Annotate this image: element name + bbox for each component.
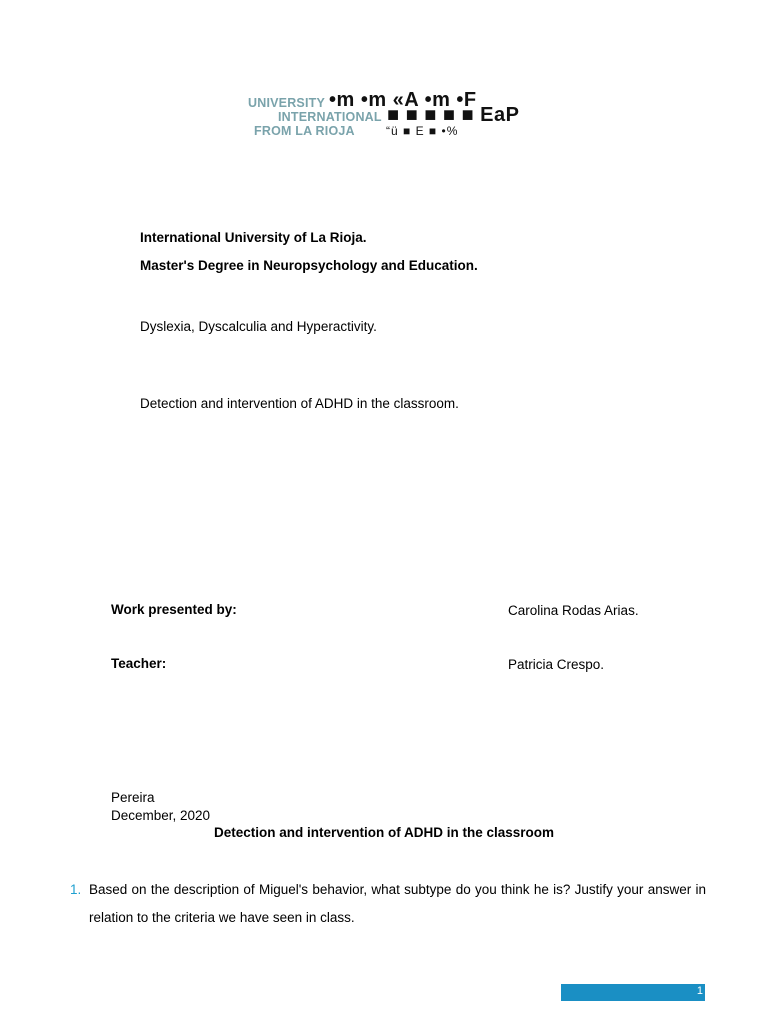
logo-glyphs-top: •m •m «A •m •F — [329, 89, 477, 111]
cover-university: International University of La Rioja. — [140, 230, 367, 245]
cover-date: December, 2020 — [111, 808, 211, 823]
cover-title: Detection and intervention of ADHD in the classroom. — [140, 396, 459, 411]
logo-text-from-la-rioja: FROM LA RIOJA — [254, 124, 355, 138]
logo-text-university: UNIVERSITY — [248, 96, 326, 110]
cover-subject: Dyslexia, Dyscalculia and Hyperactivity. — [140, 319, 377, 334]
section-heading — [0, 825, 768, 840]
teacher-value: Patricia Crespo. — [508, 657, 605, 672]
work-presented-label: Work presented by: — [111, 602, 237, 617]
logo-text-international: INTERNATIONAL — [278, 110, 382, 124]
question-text: Based on the description of Miguel's behavior, what subtype do you think he is? Justify your answer in relation to the criteria we have seen in class. — [89, 882, 706, 925]
page-number: 1 — [696, 985, 703, 997]
teacher-label: Teacher: — [111, 656, 167, 671]
work-presented-value: Carolina Rodas Arias. — [508, 603, 639, 618]
section-heading-text: Detection and intervention of ADHD in the classroom — [213, 825, 555, 840]
question-number: 1. — [70, 882, 82, 897]
page-number-bar — [561, 984, 705, 1001]
logo-glyphs-middle: ■ ■ ■ ■ ■ EaP — [387, 104, 520, 126]
logo-glyphs-bottom: “ü ■ E ■ •% — [386, 124, 459, 138]
question-item — [70, 876, 706, 932]
cover-city: Pereira — [111, 790, 155, 805]
cover-degree: Master's Degree in Neuropsychology and Education. — [140, 258, 478, 273]
